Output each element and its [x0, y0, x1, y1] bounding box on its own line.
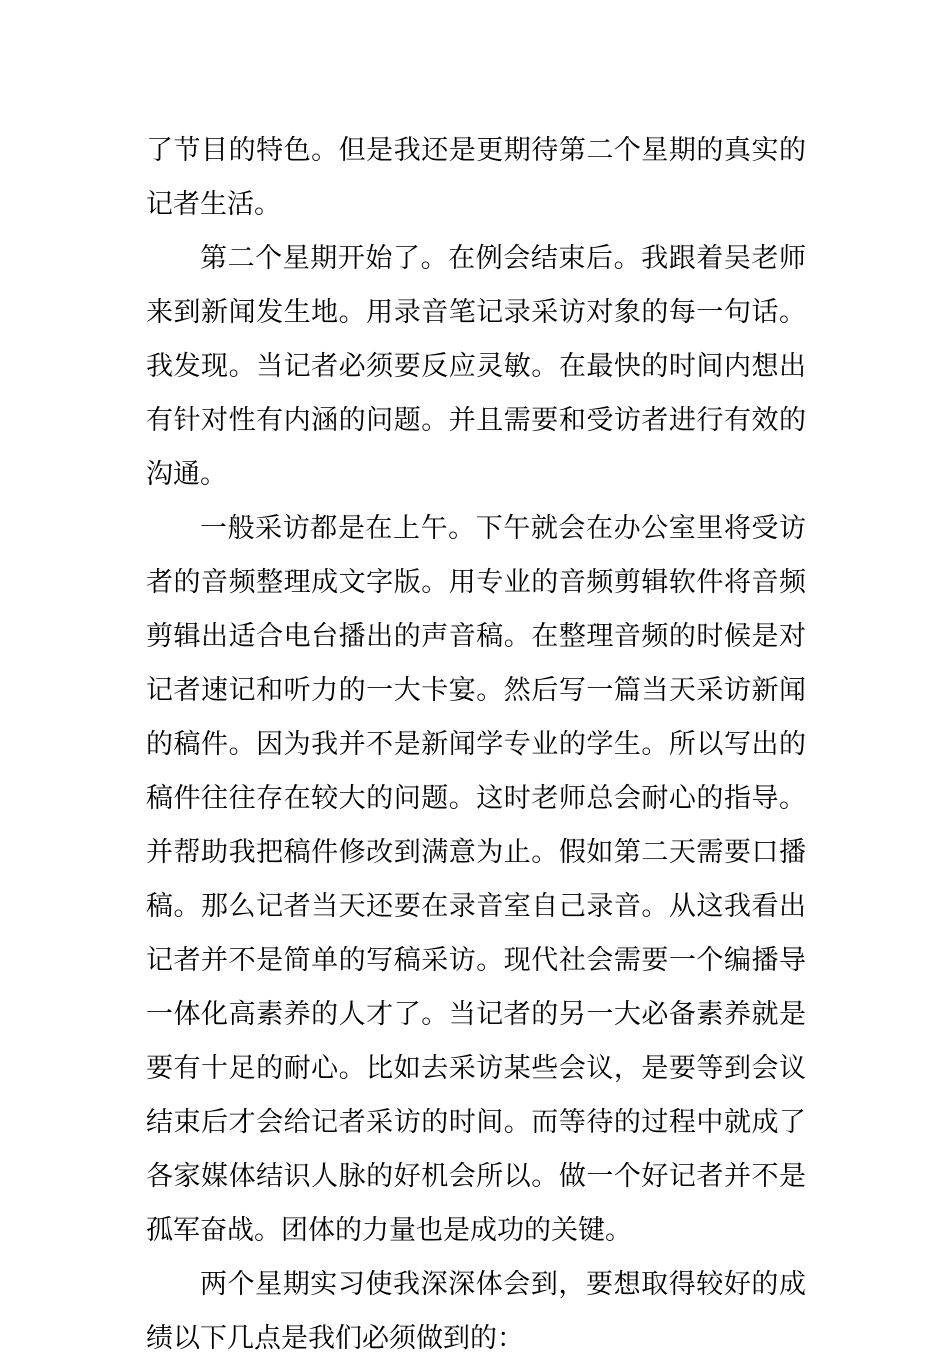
paragraph-conclusion: 两个星期实习使我深深体会到，要想取得较好的成绩以下几点是我们必须做到的： — [146, 1269, 806, 1354]
document-body — [146, 124, 806, 1366]
paragraph-daily-work: 一般采访都是在上午。下午就会在办公室里将受访者的音频整理成文字版。用专业的音频剪辑软件将音频剪辑出适合电台播出的声音稿。在整理音频的时候是对记者速记和听力的一大卡宴。然后写一篇当天采访新闻的稿件。因为我并不是新闻学专业的学生。所以写出的稿件往往存在较大的问题。这时老师总会耐心的指导。并帮助我把稿件修改到满意为止。假如第二天需要口播稿。那么记者当天还要在录音室自己录音。从这我看出记者并不是简单的写稿采访。现代社会需要一个编播导一体化高素养的人才了。当记者的另一大必备素养就是要有十足的耐心。比如去采访某些会议，是要等到会议结束后才会给记者采访的时间。而等待的过程中就成了各家媒体结识人脉的好机会所以。做一个好记者并不是孤军奋战。团体的力量也是成功的关键。 — [146, 513, 806, 1246]
paragraph-continuation: 了节目的特色。但是我还是更期待第二个星期的真实的记者生活。 — [146, 135, 806, 220]
paragraph-second-week: 第二个星期开始了。在例会结束后。我跟着吴老师来到新闻发生地。用录音笔记录采访对象的每一句话。我发现。当记者必须要反应灵敏。在最快的时间内想出有针对性有内涵的问题。并且需要和受访者进行有效的沟通。 — [146, 243, 806, 490]
